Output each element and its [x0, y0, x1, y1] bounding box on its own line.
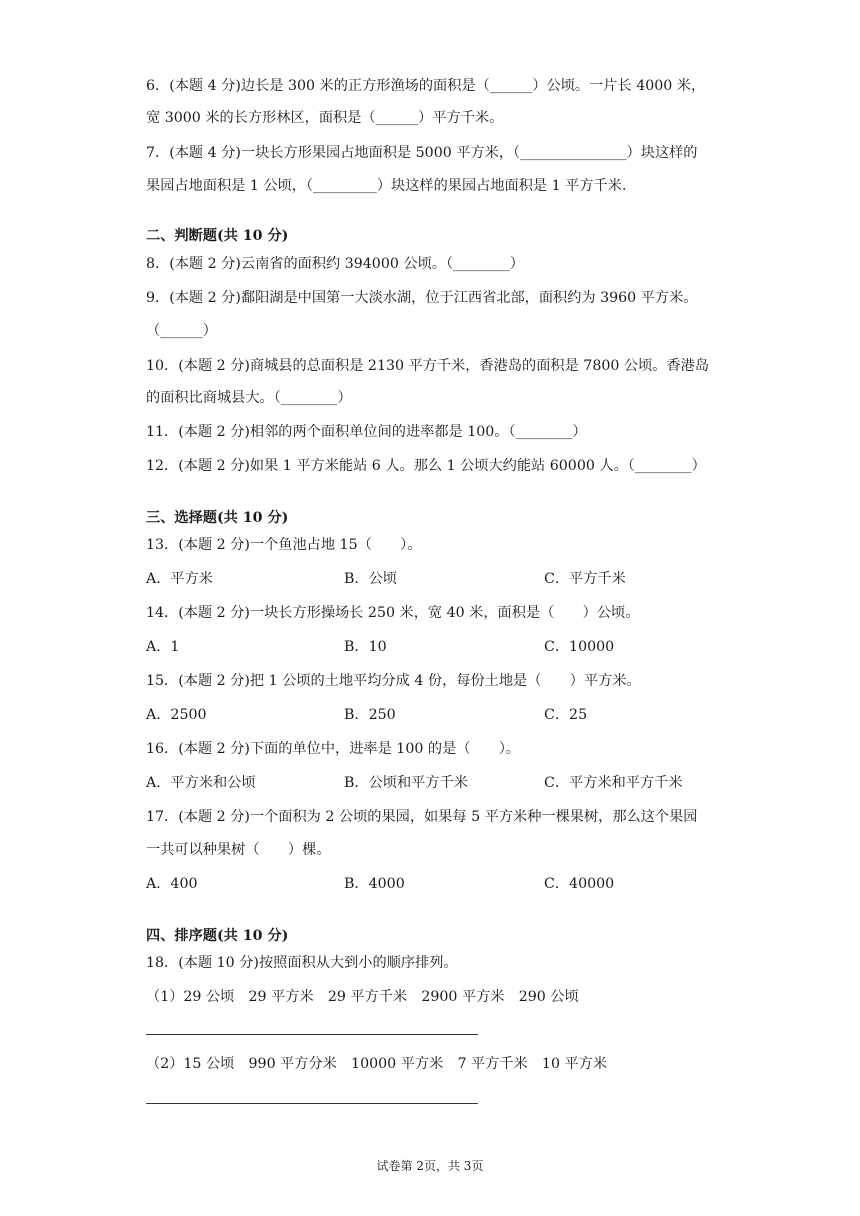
page-footer: 试卷第 2页，共 3页	[376, 1159, 484, 1173]
q10-line-1: 10．(本题 2 分)商城县的总面积是 2130 平方千米，香港岛的面积是 7800 公顷。香港岛	[146, 358, 710, 374]
q12: 12．(本题 2 分)如果 1 平方米能站 6 人。那么 1 公顷大约能站 60000 人。（________）	[146, 458, 706, 474]
q17-stem-line-2: 一共可以种果树（ ）棵。	[146, 842, 331, 858]
q11: 11．(本题 2 分)相邻的两个面积单位间的进率都是 100。（________）	[146, 424, 587, 440]
q16-option-a: A．平方米和公顷	[146, 775, 256, 791]
q6-line-1: 6．(本题 4 分)边长是 300 米的正方形渔场的面积是（______）公顷。一片长 4000 米，	[146, 78, 706, 94]
q16-stem: 16．(本题 2 分)下面的单位中，进率是 100 的是（ ）。	[146, 741, 521, 757]
q15-stem: 15．(本题 2 分)把 1 公顷的土地平均分成 4 份，每份土地是（ ）平方米。	[146, 673, 641, 689]
section-heading-choice: 三、选择题(共 10 分)	[146, 510, 289, 526]
q17-option-c: C．40000	[544, 876, 615, 892]
q13-option-c: C．平方千米	[544, 571, 626, 587]
q6-line-2: 宽 3000 米的长方形林区，面积是（______）平方千米。	[146, 110, 504, 126]
q10-line-2: 的面积比商城县大。（________）	[146, 390, 352, 406]
q9-line-2: （______）	[146, 323, 217, 339]
q13-stem: 13．(本题 2 分)一个鱼池占地 15（ ）。	[146, 537, 422, 553]
q13-option-b: B．公顷	[344, 571, 397, 587]
q7-line-2: 果园占地面积是 1 公顷，（_________）块这样的果园占地面积是 1 平方千米.	[146, 178, 627, 194]
q13-option-a: A．平方米	[146, 571, 213, 587]
q15-option-c: C．25	[544, 707, 588, 723]
q18-stem: 18．(本题 10 分)按照面积从大到小的顺序排列。	[146, 955, 458, 971]
q15-option-b: B．250	[344, 707, 396, 723]
q17-option-a: A．400	[146, 876, 198, 892]
section-heading-ordering: 四、排序题(共 10 分)	[146, 928, 289, 944]
answer-line-1[interactable]	[146, 1034, 478, 1035]
q18-part-1: （1）29 公顷 29 平方米 29 平方千米 2900 平方米 290 公顷	[146, 989, 579, 1005]
q18-part-2: （2）15 公顷 990 平方分米 10000 平方米 7 平方千米 10 平方米	[146, 1056, 608, 1072]
q14-option-a: A．1	[146, 639, 180, 655]
q16-option-b: B．公顷和平方千米	[344, 775, 468, 791]
q15-option-a: A．2500	[146, 707, 207, 723]
q17-option-b: B．4000	[344, 876, 405, 892]
q8: 8．(本题 2 分)云南省的面积约 394000 公顷。（________）	[146, 256, 524, 272]
q14-option-c: C．10000	[544, 639, 615, 655]
q17-stem-line-1: 17．(本题 2 分)一个面积为 2 公顷的果园，如果每 5 平方米种一棵果树，那么这个果园	[146, 809, 698, 825]
q7-line-1: 7．(本题 4 分)一块长方形果园占地面积是 5000 平方米，（_______________）块这样的	[146, 145, 698, 161]
q9-line-1: 9．(本题 2 分)鄱阳湖是中国第一大淡水湖，位于江西省北部，面积约为 3960 平方米。	[146, 290, 698, 306]
answer-line-2[interactable]	[146, 1103, 478, 1104]
q14-stem: 14．(本题 2 分)一块长方形操场长 250 米，宽 40 米，面积是（ ）公顷。	[146, 605, 640, 621]
section-heading-judgement: 二、判断题(共 10 分)	[146, 228, 289, 244]
q16-option-c: C．平方米和平方千米	[544, 775, 683, 791]
q14-option-b: B．10	[344, 639, 387, 655]
